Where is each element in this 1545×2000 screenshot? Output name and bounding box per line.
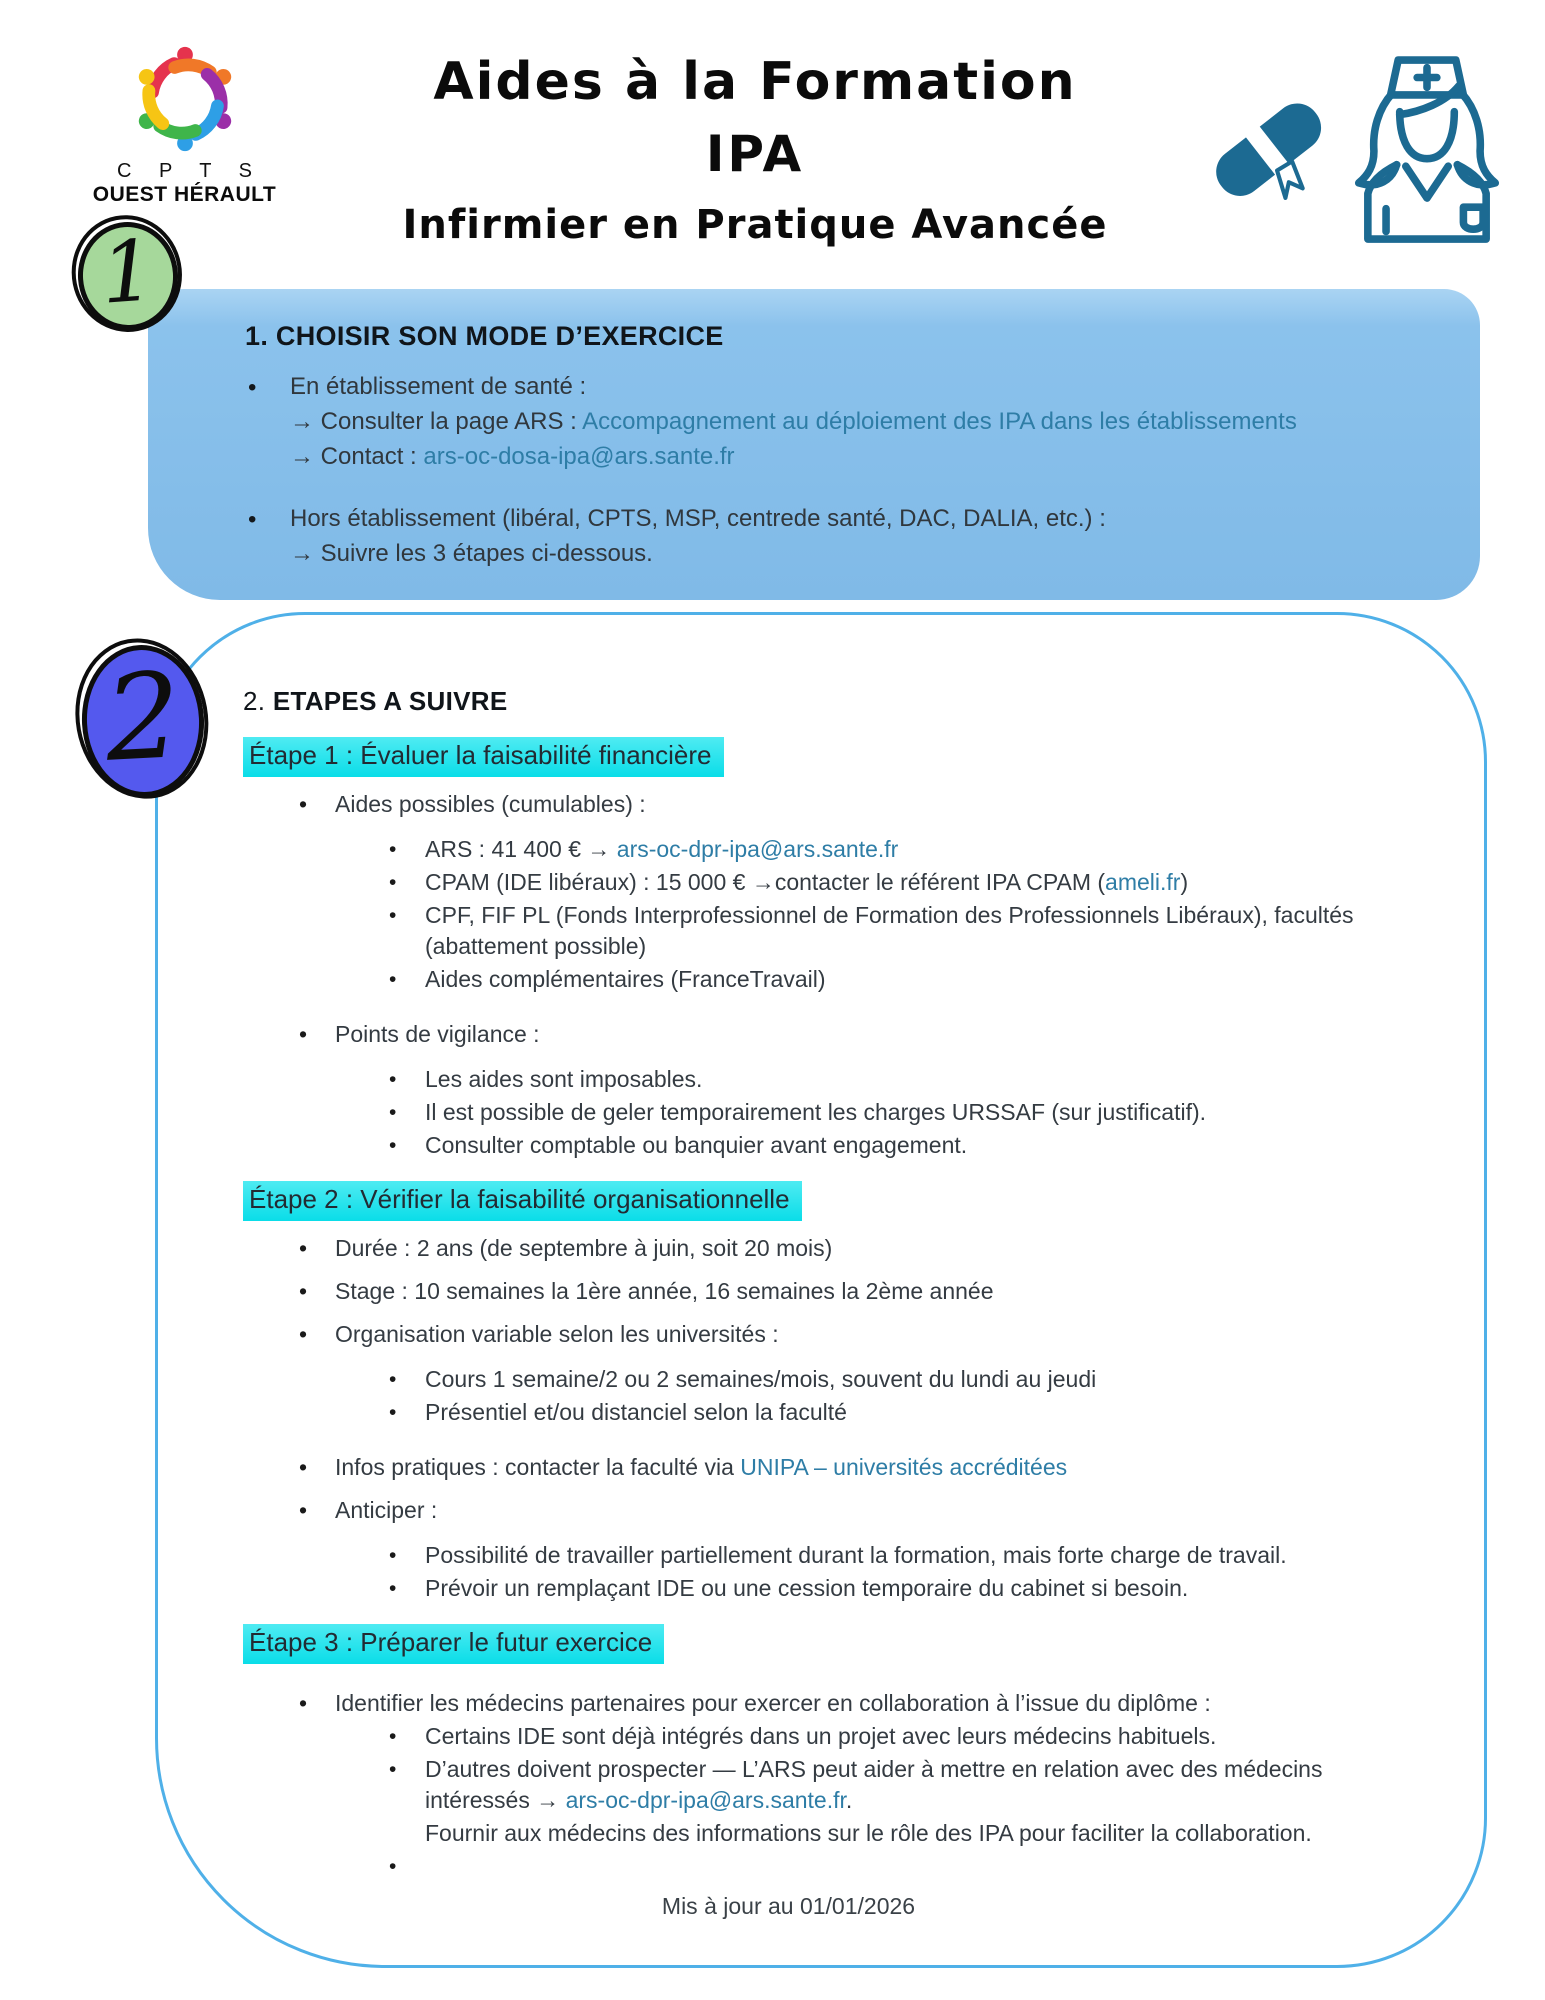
nurse-icon bbox=[1336, 30, 1518, 260]
logo-name: OUEST HÉRAULT bbox=[92, 183, 277, 206]
last-updated: Mis à jour au 01/01/2026 bbox=[661, 1893, 916, 1919]
text-segment: Aides complémentaires (FranceTravail) bbox=[425, 966, 826, 992]
list-item bbox=[243, 789, 1389, 820]
list-item bbox=[243, 964, 1389, 995]
text-segment: Aides possibles (cumulables) : bbox=[335, 791, 646, 817]
step-title-row bbox=[243, 1624, 1389, 1664]
title-line-1: Aides à la Formation bbox=[433, 52, 1077, 112]
text-segment: Prévoir un remplaçant IDE ou une cession temporaire du cabinet si besoin. bbox=[425, 1575, 1189, 1601]
list-item bbox=[243, 1233, 1389, 1264]
badge-1-number: 1 bbox=[97, 221, 158, 323]
text-segment: (abattement possible) bbox=[425, 933, 647, 959]
text-segment: Identifier les médecins partenaires pour exercer en collaboration à l’issue du diplôme : bbox=[335, 1690, 1211, 1716]
text-segment: → Consulter la page ARS : bbox=[290, 408, 583, 435]
diploma-icon bbox=[1196, 84, 1340, 220]
section1-list bbox=[245, 370, 1420, 571]
list-item bbox=[243, 1130, 1389, 1161]
step-title-highlight: Étape 1 : Évaluer la faisabilité financière bbox=[243, 737, 724, 777]
list-item bbox=[243, 1097, 1389, 1128]
badge-2-number: 2 bbox=[101, 646, 184, 788]
text-segment: Consulter comptable ou banquier avant engagement. bbox=[425, 1132, 968, 1158]
list-item bbox=[243, 1721, 1389, 1752]
list-item bbox=[245, 404, 1420, 439]
list-item bbox=[243, 1397, 1389, 1428]
section2-list bbox=[243, 737, 1389, 1849]
text-segment: ) bbox=[1180, 869, 1189, 895]
step-title-highlight: Étape 3 : Préparer le futur exercice bbox=[243, 1624, 664, 1664]
logo-acronym: C P T S bbox=[117, 160, 263, 182]
list-item bbox=[243, 1495, 1389, 1526]
list-item bbox=[243, 1818, 1389, 1849]
text-segment: CPAM (IDE libéraux) : 15 000 € →contacter le référent IPA CPAM ( bbox=[425, 869, 1106, 895]
list-item bbox=[243, 1019, 1389, 1050]
section2-heading bbox=[243, 685, 1389, 717]
section2-heading-number: 2. bbox=[243, 686, 273, 716]
text-link[interactable]: ars-oc-dosa-ipa@ars.sante.fr bbox=[423, 443, 735, 470]
list-item bbox=[243, 1064, 1389, 1095]
list-item bbox=[243, 900, 1389, 962]
text-segment: → Suivre les 3 étapes ci-dessous. bbox=[290, 540, 653, 567]
text-segment: Fournir aux médecins des informations sur le rôle des IPA pour faciliter la collaboration. bbox=[425, 1820, 1312, 1846]
text-segment: Infos pratiques : contacter la faculté via bbox=[335, 1454, 741, 1480]
text-segment: Présentiel et/ou distanciel selon la faculté bbox=[425, 1399, 847, 1425]
text-segment: En établissement de santé : bbox=[290, 373, 587, 400]
text-segment: Possibilité de travailler partiellement durant la formation, mais forte charge de travail. bbox=[425, 1542, 1287, 1568]
text-segment: Les aides sont imposables. bbox=[425, 1066, 703, 1092]
cpts-logo bbox=[92, 40, 277, 207]
section2-number-badge bbox=[78, 642, 208, 800]
list-item bbox=[245, 502, 1420, 536]
text-link[interactable]: UNIPA – universités accréditées bbox=[740, 1454, 1068, 1480]
text-segment: Stage : 10 semaines la 1ère année, 16 semaines la 2ème année bbox=[335, 1278, 994, 1304]
text-segment: D’autres doivent prospecter — L’ARS peut aider à mettre en relation avec des médecins bbox=[425, 1756, 1323, 1782]
list-item bbox=[245, 439, 1420, 474]
step-title-highlight: Étape 2 : Vérifier la faisabilité organisationnelle bbox=[243, 1181, 802, 1221]
list-item bbox=[243, 1364, 1389, 1395]
text-segment: Il est possible de geler temporairement les charges URSSAF (sur justificatif). bbox=[425, 1099, 1207, 1125]
section1-number-badge bbox=[74, 219, 181, 334]
text-segment: intéressés → bbox=[425, 1787, 566, 1813]
text-link[interactable]: ars-oc-dpr-ipa@ars.sante.fr bbox=[616, 836, 899, 862]
text-link[interactable]: ameli.fr bbox=[1105, 869, 1181, 895]
text-segment: Durée : 2 ans (de septembre à juin, soit 20 mois) bbox=[335, 1235, 833, 1261]
section1-box bbox=[148, 289, 1480, 600]
text-segment: Points de vigilance : bbox=[335, 1021, 540, 1047]
list-item bbox=[243, 1452, 1389, 1483]
section2-box bbox=[155, 612, 1487, 1968]
list-item bbox=[243, 867, 1389, 898]
text-segment: Organisation variable selon les universités : bbox=[335, 1321, 779, 1347]
list-item bbox=[245, 536, 1420, 571]
text-segment: → Contact : bbox=[290, 443, 424, 470]
list-item bbox=[243, 1754, 1389, 1816]
text-segment: . bbox=[845, 1787, 853, 1813]
text-segment: Cours 1 semaine/2 ou 2 semaines/mois, souvent du lundi au jeudi bbox=[425, 1366, 1097, 1392]
list-item bbox=[245, 370, 1420, 404]
page-title bbox=[325, 52, 1185, 248]
text-segment: Certains IDE sont déjà intégrés dans un projet avec leurs médecins habituels. bbox=[425, 1723, 1217, 1749]
text-segment: CPF, FIF PL (Fonds Interprofessionnel de Formation des Professionnels Libéraux), facultés bbox=[425, 902, 1354, 928]
title-line-3: Infirmier en Pratique Avancée bbox=[402, 202, 1108, 248]
list-item bbox=[243, 1276, 1389, 1307]
text-segment: Hors établissement (libéral, CPTS, MSP, centrede santé, DAC, DALIA, etc.) : bbox=[290, 505, 1106, 532]
text-segment: ARS : 41 400 € → bbox=[425, 836, 617, 862]
title-line-2: IPA bbox=[705, 125, 805, 183]
text-link[interactable]: Accompagnement au déploiement des IPA dans les établissements bbox=[582, 408, 1297, 435]
list-item bbox=[243, 1573, 1389, 1604]
text-segment: Anticiper : bbox=[335, 1497, 438, 1523]
text-link[interactable]: ars-oc-dpr-ipa@ars.sante.fr bbox=[565, 1787, 846, 1813]
step-title-row bbox=[243, 1181, 1389, 1221]
list-item bbox=[243, 1688, 1389, 1719]
step-title-row bbox=[243, 737, 1389, 777]
cpts-logo-icon bbox=[124, 40, 246, 158]
list-item bbox=[243, 834, 1389, 865]
list-item bbox=[243, 1540, 1389, 1571]
section2-heading-text: ETAPES A SUIVRE bbox=[272, 686, 508, 716]
section1-heading: 1. CHOISIR SON MODE D’EXERCICE bbox=[245, 321, 724, 351]
list-item bbox=[243, 1319, 1389, 1350]
